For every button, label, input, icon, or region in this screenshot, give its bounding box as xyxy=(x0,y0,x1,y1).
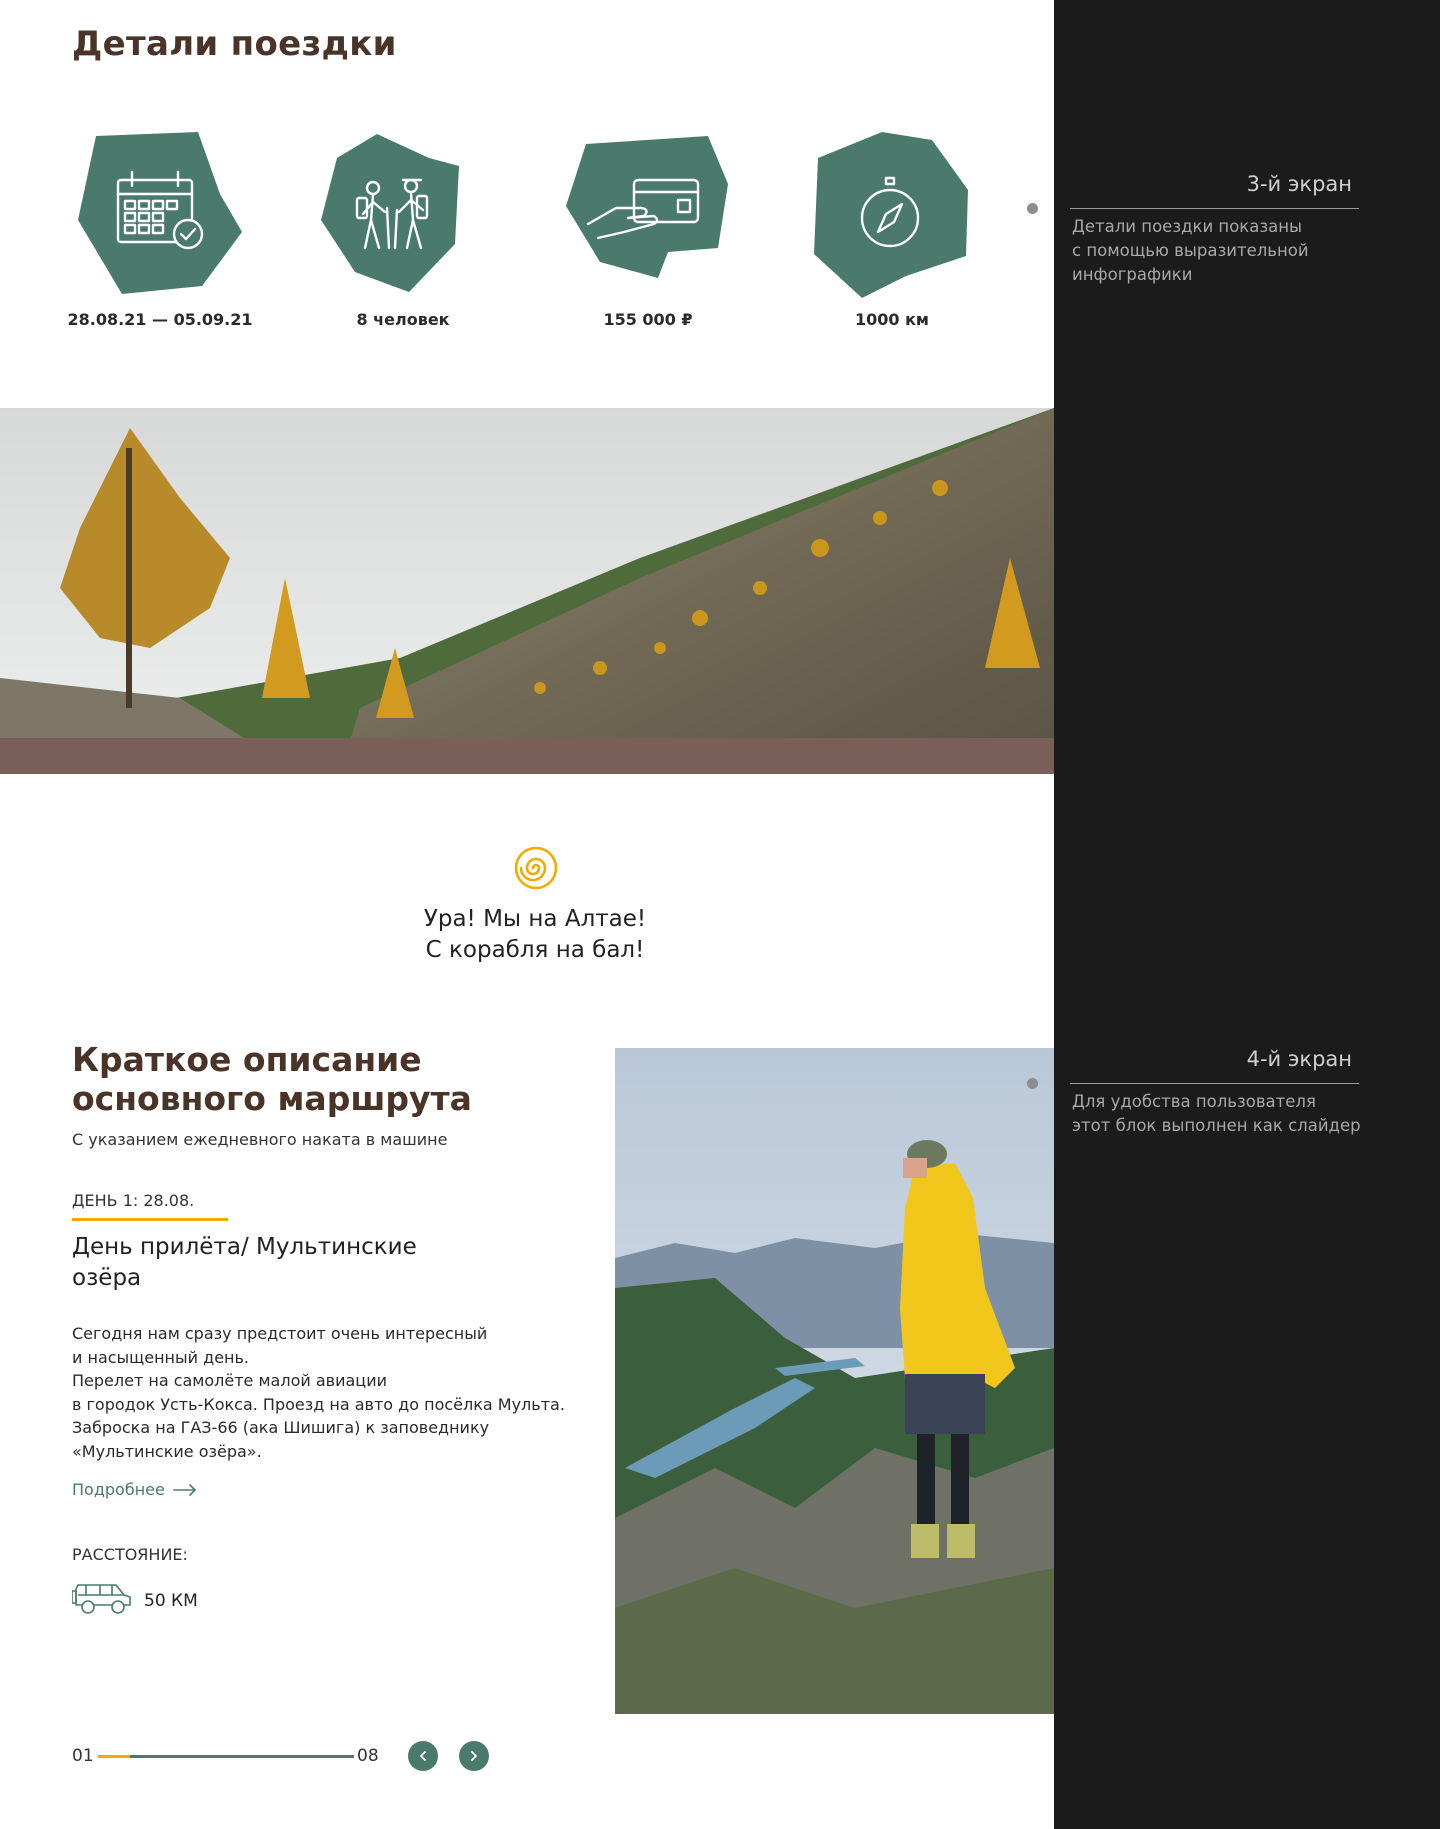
arrow-right-icon xyxy=(173,1484,197,1496)
people-caption: 8 человек xyxy=(356,310,450,329)
day-description xyxy=(72,1322,582,1463)
welcome-quote xyxy=(380,904,690,966)
day-description-text: Сегодня нам сразу предстоит очень интересный и насыщенный день. Перелет на самолёте малой авиации в городок Усть-Кокса. Проезд на авто до посёлка Мульта. Заброска на ГАЗ-66 (ака Шишига) к заповеднику «Мультинские озёра». xyxy=(72,1324,565,1461)
annotation-1-dot xyxy=(1027,203,1038,214)
annotation-1-text: Детали поездки показаны с помощью выразительной инфографики xyxy=(1072,217,1309,284)
info-price xyxy=(548,128,748,329)
chevron-right-icon xyxy=(468,1750,480,1762)
slider-total: 08 xyxy=(357,1746,379,1766)
slider-progress[interactable] xyxy=(98,1755,354,1758)
slider-current: 01 xyxy=(72,1746,94,1766)
compass-icon xyxy=(802,128,982,298)
traveler-photo xyxy=(615,1048,1054,1714)
spiral-icon xyxy=(512,844,560,892)
slider-progress-fill xyxy=(98,1755,130,1758)
info-people xyxy=(303,128,503,329)
distance-value: 50 КМ xyxy=(144,1591,198,1611)
route-subtitle: С указанием ежедневного наката в машине xyxy=(72,1130,448,1149)
more-link-label: Подробнее xyxy=(72,1480,165,1499)
dates-caption: 28.08.21 — 05.09.21 xyxy=(67,310,253,329)
distance-caption: 1000 км xyxy=(854,310,930,329)
annotation-2-heading: 4-й экран xyxy=(1246,1047,1352,1071)
info-dates xyxy=(60,128,260,329)
annotation-1-line xyxy=(1070,208,1359,209)
day-label: ДЕНЬ 1: 28.08. xyxy=(72,1191,195,1210)
price-caption: 155 000 ₽ xyxy=(603,310,693,329)
altai-landscape-photo xyxy=(0,408,1054,774)
slider-next-button[interactable] xyxy=(459,1741,489,1771)
annotation-2-text: Для удобства пользователя этот блок выполнен как слайдер xyxy=(1072,1092,1361,1135)
welcome-line-1: Ура! Мы на Алтае! xyxy=(423,906,647,932)
info-distance xyxy=(792,128,992,329)
card-payment-icon xyxy=(558,128,738,298)
offroad-car-icon xyxy=(72,1575,134,1615)
day-title: День прилёта/ Мультинские озёра xyxy=(72,1234,417,1291)
more-link[interactable] xyxy=(72,1480,197,1499)
distance-label: РАССТОЯНИЕ: xyxy=(72,1545,188,1564)
slider-prev-button[interactable] xyxy=(408,1741,438,1771)
route-title: Краткое описание основного маршрута xyxy=(72,1040,472,1118)
trip-details-title: Детали поездки xyxy=(72,24,397,64)
chevron-left-icon xyxy=(417,1750,429,1762)
welcome-line-2: С корабля на бал! xyxy=(425,937,645,963)
annotation-1-heading: 3-й экран xyxy=(1246,172,1352,196)
day-underline xyxy=(72,1218,228,1221)
hikers-icon xyxy=(313,128,493,298)
annotation-2-line xyxy=(1070,1083,1359,1084)
calendar-icon xyxy=(70,128,250,298)
annotation-2-dot xyxy=(1027,1078,1038,1089)
